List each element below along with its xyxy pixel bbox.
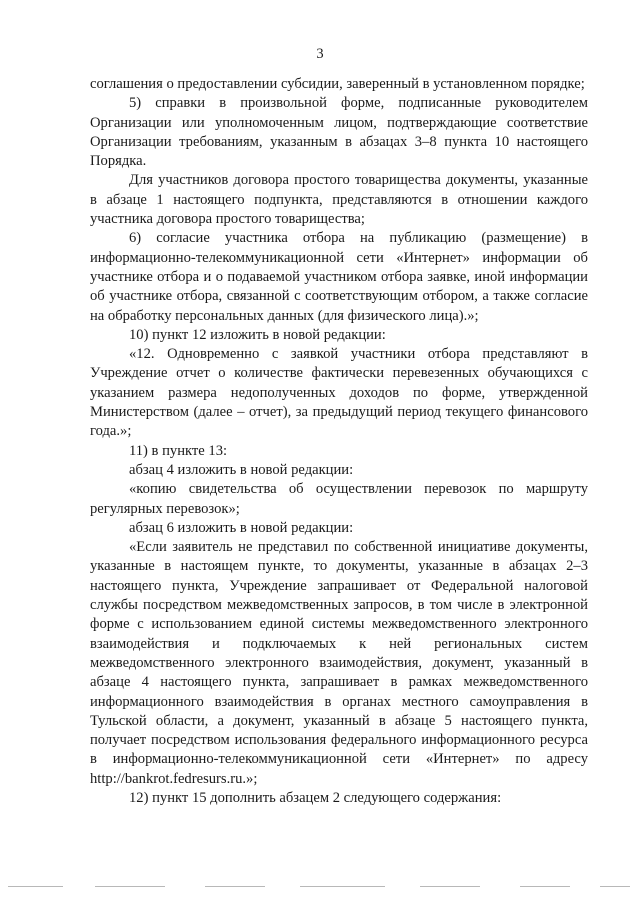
paragraph-8: абзац 4 изложить в новой редакции: [129, 461, 354, 478]
scan-artifact-line [8, 886, 63, 887]
paragraph-1: соглашения о предоставлении субсидии, заверенный в установленном порядке; [90, 76, 585, 92]
paragraph-5: 10) пункт 12 изложить в новой редакции: [129, 326, 386, 343]
paragraph-6: «12. Одновременно с заявкой участники отбора представляют в Учреждение отчет о количестве фактически перевезенных обучающихся с указанием размера недополученных доходов по форме, утвержденной Министерством (далее – отчет), за предыдущий период текущего финансового года.»; [90, 346, 588, 440]
paragraph-3: Для участников договора простого товарищества документы, указанные в абзаце 1 настоящего подпункта, представляются в отношении каждого участника договора простого товарищества; [90, 172, 588, 228]
scan-artifact-line [520, 886, 570, 887]
paragraph-4: 6) согласие участника отбора на публикацию (размещение) в информационно-телекоммуникационной сети «Интернет» информации об участнике отбора и о подаваемой участником отбора заявке, иной информации об участнике отбора, связанной с соответствующим отбором, а также согласие на обработку персональных данных (для физического лица).»; [90, 230, 588, 324]
paragraph-11: «Если заявитель не представил по собственной инициативе документы, указанные в настоящем пункте, то документы, указанные в абзацах 2–3 настоящего пункта, Учреждение запрашивает от Федеральной налоговой службы посредством межведомственных запросов, в том числе в электронной форме с использованием единой системы межведомственного электронного взаимодействия и подключаемых к ней региональных систем межведомственного электронного взаимодействия, документ, указанный в абзаце 4 настоящего пункта, запрашивает в рамках межведомственного информационного взаимодействия в органах местного самоуправления в Тульской области, а документ, указанный в абзаце 5 настоящего пункта, получает посредством использования федерального информационного ресурса в информационно-телекоммуникационной сети «Интернет» по адресу http://bankrot.fedresurs.ru.»; [90, 539, 588, 787]
paragraph-2: 5) справки в произвольной форме, подписанные руководителем Организации или уполномоченным лицом, подтверждающие соответствие Организации требованиям, указанным в абзацах 3–8 пункта 10 настоящего Порядка. [90, 95, 588, 170]
paragraph-10: абзац 6 изложить в новой редакции: [129, 519, 354, 536]
paragraph-12: 12) пункт 15 дополнить абзацем 2 следующего содержания: [129, 789, 502, 806]
scan-artifact-line [600, 886, 630, 887]
paragraph-9: «копию свидетельства об осуществлении перевозок по маршруту регулярных перевозок»; [90, 481, 588, 517]
scan-artifact-line [95, 886, 165, 887]
scan-artifact-line [420, 886, 480, 887]
scan-artifact-line [205, 886, 265, 887]
scan-artifact-line [300, 886, 385, 887]
document-body [90, 75, 588, 808]
page-number: 3 [316, 46, 324, 62]
paragraph-7: 11) в пункте 13: [129, 442, 228, 459]
